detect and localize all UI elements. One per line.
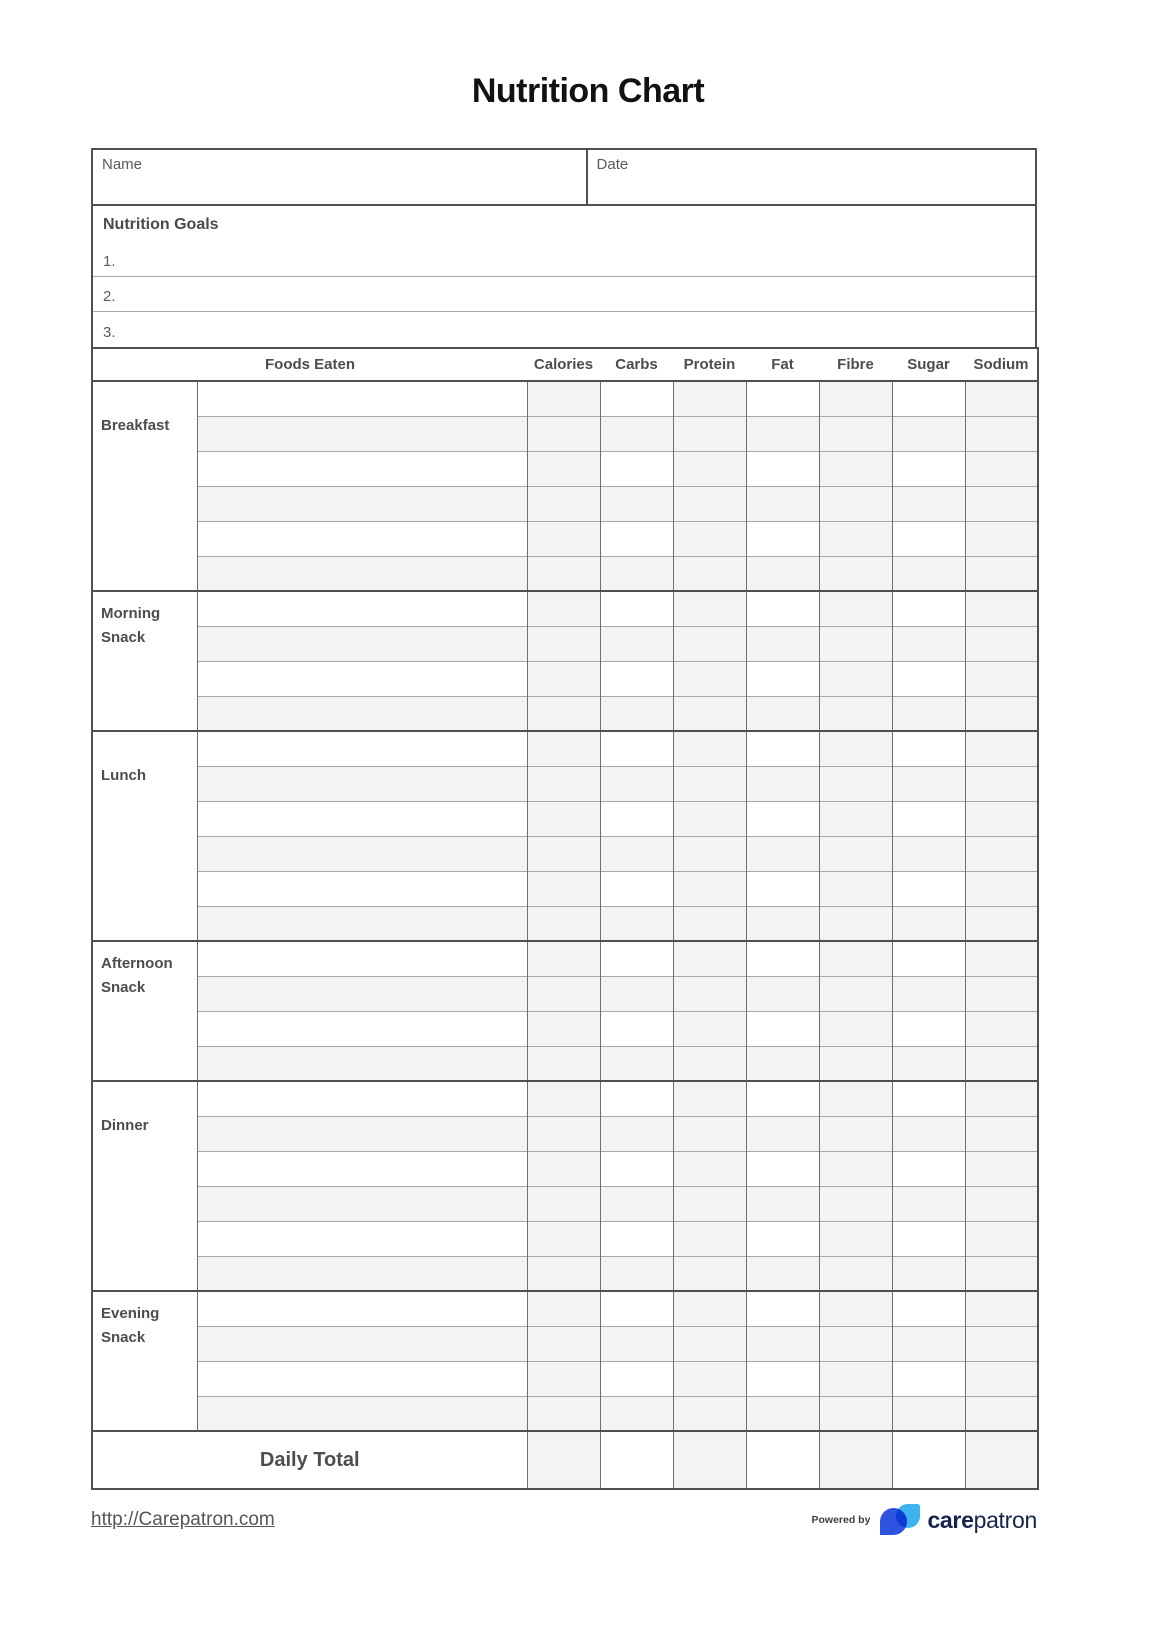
food-entry-cell[interactable]: [197, 591, 527, 626]
food-entry-cell[interactable]: [197, 1046, 527, 1081]
calories-cell[interactable]: [527, 1291, 600, 1326]
fibre-cell[interactable]: [819, 1326, 892, 1361]
sugar-cell[interactable]: [892, 1116, 965, 1151]
fat-cell[interactable]: [746, 1291, 819, 1326]
sugar-cell[interactable]: [892, 976, 965, 1011]
fat-cell[interactable]: [746, 766, 819, 801]
carbs-cell[interactable]: [600, 381, 673, 416]
carbs-cell[interactable]: [600, 731, 673, 766]
sugar-cell[interactable]: [892, 521, 965, 556]
sodium-cell[interactable]: [965, 976, 1038, 1011]
sugar-cell[interactable]: [892, 381, 965, 416]
goal-line-3[interactable]: [93, 312, 1035, 347]
protein-cell[interactable]: [673, 1011, 746, 1046]
protein-header: Protein: [683, 356, 736, 373]
brand-group: [812, 1503, 1038, 1537]
food-entry-cell[interactable]: [197, 1186, 527, 1221]
food-entry-cell[interactable]: [197, 696, 527, 731]
fat-cell[interactable]: [746, 1326, 819, 1361]
fat-cell[interactable]: [746, 486, 819, 521]
protein-cell[interactable]: [673, 1116, 746, 1151]
fat-cell[interactable]: [746, 871, 819, 906]
protein-cell[interactable]: [673, 1326, 746, 1361]
protein-cell[interactable]: [673, 976, 746, 1011]
food-entry-cell[interactable]: [197, 451, 527, 486]
carbs-cell[interactable]: [600, 451, 673, 486]
sugar-cell[interactable]: [892, 871, 965, 906]
wordmark-patron: patron: [973, 1506, 1037, 1533]
protein-cell[interactable]: [673, 556, 746, 591]
fat-cell[interactable]: [746, 1011, 819, 1046]
sugar-cell[interactable]: [892, 1396, 965, 1431]
protein-cell[interactable]: [673, 591, 746, 626]
food-entry-cell[interactable]: [197, 801, 527, 836]
calories-cell[interactable]: [527, 906, 600, 941]
sodium-cell[interactable]: [965, 626, 1038, 661]
sodium-cell[interactable]: [965, 1011, 1038, 1046]
protein-cell[interactable]: [673, 941, 746, 976]
nutrition-form: [91, 148, 1037, 1537]
sodium-cell[interactable]: [965, 451, 1038, 486]
fibre-cell[interactable]: [819, 381, 892, 416]
fat-cell[interactable]: [746, 661, 819, 696]
food-entry-cell[interactable]: [197, 941, 527, 976]
meal-label-line: Snack: [101, 629, 146, 646]
carbs-cell[interactable]: [600, 941, 673, 976]
carepatron-link[interactable]: http://Carepatron.com: [91, 1509, 275, 1530]
fat-cell[interactable]: [746, 801, 819, 836]
sugar-cell[interactable]: [892, 696, 965, 731]
carbs-cell[interactable]: [600, 1151, 673, 1186]
fat-cell[interactable]: [746, 696, 819, 731]
calories-cell[interactable]: [527, 871, 600, 906]
protein-cell[interactable]: [673, 1256, 746, 1291]
protein-cell[interactable]: [673, 661, 746, 696]
fibre-cell[interactable]: [819, 451, 892, 486]
sodium-cell[interactable]: [965, 1291, 1038, 1326]
sugar-cell[interactable]: [892, 836, 965, 871]
protein-cell[interactable]: [673, 1291, 746, 1326]
food-entry-cell[interactable]: [197, 1361, 527, 1396]
fat-cell[interactable]: [746, 381, 819, 416]
food-entry-cell[interactable]: [197, 836, 527, 871]
carbs-cell[interactable]: [600, 1396, 673, 1431]
fat-cell[interactable]: [746, 941, 819, 976]
meal-label-lunch: [92, 731, 197, 941]
meal-label-line: Morning: [101, 605, 161, 622]
sugar-cell[interactable]: [892, 1326, 965, 1361]
carbs-cell[interactable]: [600, 556, 673, 591]
carbs-cell[interactable]: [600, 906, 673, 941]
sodium-cell[interactable]: [965, 521, 1038, 556]
fibre-cell[interactable]: [819, 1291, 892, 1326]
food-entry-cell[interactable]: [197, 1116, 527, 1151]
fat-cell[interactable]: [746, 731, 819, 766]
sodium-cell[interactable]: [965, 1256, 1038, 1291]
sugar-cell[interactable]: [892, 1046, 965, 1081]
sugar-cell[interactable]: [892, 1081, 965, 1116]
fibre-cell[interactable]: [819, 801, 892, 836]
fat-cell[interactable]: [746, 626, 819, 661]
fibre-cell[interactable]: [819, 1186, 892, 1221]
carbs-cell[interactable]: [600, 1361, 673, 1396]
wordmark-care: care: [927, 1506, 974, 1533]
food-entry-cell[interactable]: [197, 1326, 527, 1361]
sodium-header: Sodium: [973, 356, 1029, 373]
fibre-cell[interactable]: [819, 416, 892, 451]
fibre-cell[interactable]: [819, 486, 892, 521]
food-entry-cell[interactable]: [197, 1151, 527, 1186]
carbs-cell[interactable]: [600, 1116, 673, 1151]
meal-label-breakfast: [92, 381, 197, 591]
food-entry-cell[interactable]: [197, 1081, 527, 1116]
meal-label-afternoon-snack: [92, 941, 197, 1081]
calories-cell[interactable]: [527, 766, 600, 801]
fibre-cell[interactable]: [819, 696, 892, 731]
sugar-cell[interactable]: [892, 1291, 965, 1326]
fat-total-cell[interactable]: [746, 1431, 819, 1489]
fibre-cell[interactable]: [819, 976, 892, 1011]
sodium-cell[interactable]: [965, 871, 1038, 906]
meal-label-evening-snack: [92, 1291, 197, 1431]
sodium-total-cell[interactable]: [965, 1431, 1038, 1489]
sugar-cell[interactable]: [892, 451, 965, 486]
calories-cell[interactable]: [527, 976, 600, 1011]
sugar-cell[interactable]: [892, 556, 965, 591]
fibre-cell[interactable]: [819, 1081, 892, 1116]
carbs-cell[interactable]: [600, 1326, 673, 1361]
carbs-cell[interactable]: [600, 696, 673, 731]
fibre-cell[interactable]: [819, 1011, 892, 1046]
sodium-cell[interactable]: [965, 1116, 1038, 1151]
fat-cell[interactable]: [746, 836, 819, 871]
sodium-cell[interactable]: [965, 1081, 1038, 1116]
sugar-cell[interactable]: [892, 486, 965, 521]
sodium-cell[interactable]: [965, 1046, 1038, 1081]
nutrition-goals-box: [91, 204, 1037, 349]
sodium-cell[interactable]: [965, 1151, 1038, 1186]
sugar-cell[interactable]: [892, 801, 965, 836]
food-entry-cell[interactable]: [197, 381, 527, 416]
carbs-cell[interactable]: [600, 1221, 673, 1256]
sodium-cell[interactable]: [965, 1396, 1038, 1431]
meal-label-line: Dinner: [101, 1117, 149, 1134]
sodium-cell[interactable]: [965, 381, 1038, 416]
sugar-cell[interactable]: [892, 941, 965, 976]
carbs-cell[interactable]: [600, 766, 673, 801]
food-entry-cell[interactable]: [197, 1256, 527, 1291]
protein-cell[interactable]: [673, 1361, 746, 1396]
sugar-header: Sugar: [907, 356, 950, 373]
logo-right-bubble: [896, 1504, 920, 1528]
fibre-cell[interactable]: [819, 1361, 892, 1396]
fibre-cell[interactable]: [819, 1221, 892, 1256]
calories-cell[interactable]: [527, 626, 600, 661]
protein-cell[interactable]: [673, 801, 746, 836]
meal-label-morning-snack: [92, 591, 197, 731]
goal-number-1: 1.: [103, 253, 116, 270]
fibre-cell[interactable]: [819, 521, 892, 556]
fibre-cell[interactable]: [819, 941, 892, 976]
sugar-cell[interactable]: [892, 1256, 965, 1291]
calories-cell[interactable]: [527, 416, 600, 451]
fat-cell[interactable]: [746, 556, 819, 591]
protein-cell[interactable]: [673, 766, 746, 801]
goal-number-2: 2.: [103, 288, 116, 305]
carbs-cell[interactable]: [600, 661, 673, 696]
sodium-cell[interactable]: [965, 836, 1038, 871]
fat-cell[interactable]: [746, 1116, 819, 1151]
protein-cell[interactable]: [673, 416, 746, 451]
footer: [91, 1503, 1037, 1537]
carepatron-wordmark: [927, 1507, 1037, 1534]
sodium-cell[interactable]: [965, 486, 1038, 521]
carbs-cell[interactable]: [600, 976, 673, 1011]
protein-total-cell[interactable]: [673, 1431, 746, 1489]
protein-cell[interactable]: [673, 1396, 746, 1431]
food-entry-cell[interactable]: [197, 766, 527, 801]
sodium-cell[interactable]: [965, 731, 1038, 766]
fat-cell[interactable]: [746, 1221, 819, 1256]
sugar-cell[interactable]: [892, 906, 965, 941]
sugar-cell[interactable]: [892, 1011, 965, 1046]
sugar-cell[interactable]: [892, 1186, 965, 1221]
sugar-cell[interactable]: [892, 766, 965, 801]
sodium-cell[interactable]: [965, 1221, 1038, 1256]
date-field[interactable]: [588, 150, 1035, 204]
carepatron-logo-icon: [880, 1503, 921, 1537]
calories-cell[interactable]: [527, 1221, 600, 1256]
fat-cell[interactable]: [746, 416, 819, 451]
protein-cell[interactable]: [673, 871, 746, 906]
name-date-row: [91, 148, 1037, 206]
fibre-cell[interactable]: [819, 906, 892, 941]
fat-cell[interactable]: [746, 451, 819, 486]
calories-cell[interactable]: [527, 1186, 600, 1221]
meal-label-line: Lunch: [101, 767, 146, 784]
meal-label-line: Breakfast: [101, 417, 170, 434]
carbs-cell[interactable]: [600, 626, 673, 661]
calories-cell[interactable]: [527, 941, 600, 976]
sugar-total-cell[interactable]: [892, 1431, 965, 1489]
protein-cell[interactable]: [673, 626, 746, 661]
calories-cell[interactable]: [527, 1256, 600, 1291]
fat-cell[interactable]: [746, 521, 819, 556]
sugar-cell[interactable]: [892, 1221, 965, 1256]
goal-line-2[interactable]: [93, 277, 1035, 312]
carbs-cell[interactable]: [600, 1291, 673, 1326]
sodium-cell[interactable]: [965, 941, 1038, 976]
calories-cell[interactable]: [527, 1011, 600, 1046]
food-entry-cell[interactable]: [197, 626, 527, 661]
sugar-cell[interactable]: [892, 731, 965, 766]
fat-cell[interactable]: [746, 906, 819, 941]
sodium-cell[interactable]: [965, 556, 1038, 591]
carbs-cell[interactable]: [600, 521, 673, 556]
food-entry-cell[interactable]: [197, 1011, 527, 1046]
calories-cell[interactable]: [527, 696, 600, 731]
sodium-cell[interactable]: [965, 591, 1038, 626]
fat-cell[interactable]: [746, 1186, 819, 1221]
carbs-cell[interactable]: [600, 591, 673, 626]
sodium-cell[interactable]: [965, 1326, 1038, 1361]
goal-line-1[interactable]: [93, 242, 1035, 277]
calories-cell[interactable]: [527, 381, 600, 416]
carbs-total-cell[interactable]: [600, 1431, 673, 1489]
calories-cell[interactable]: [527, 801, 600, 836]
fibre-cell[interactable]: [819, 836, 892, 871]
calories-cell[interactable]: [527, 1326, 600, 1361]
protein-cell[interactable]: [673, 486, 746, 521]
food-entry-cell[interactable]: [197, 976, 527, 1011]
fibre-header: Fibre: [837, 356, 874, 373]
carbs-cell[interactable]: [600, 486, 673, 521]
protein-cell[interactable]: [673, 521, 746, 556]
calories-header: Calories: [533, 356, 594, 373]
sugar-cell[interactable]: [892, 1361, 965, 1396]
sugar-cell[interactable]: [892, 661, 965, 696]
carbs-cell[interactable]: [600, 1256, 673, 1291]
name-label: Name: [102, 156, 143, 173]
calories-cell[interactable]: [527, 1081, 600, 1116]
food-entry-cell[interactable]: [197, 731, 527, 766]
fibre-total-cell[interactable]: [819, 1431, 892, 1489]
powered-by-label: Powered by: [811, 1514, 871, 1526]
protein-cell[interactable]: [673, 1081, 746, 1116]
food-entry-cell[interactable]: [197, 521, 527, 556]
fat-cell[interactable]: [746, 1256, 819, 1291]
calories-cell[interactable]: [527, 521, 600, 556]
carbs-cell[interactable]: [600, 1186, 673, 1221]
fat-cell[interactable]: [746, 1151, 819, 1186]
sodium-cell[interactable]: [965, 801, 1038, 836]
sodium-cell[interactable]: [965, 906, 1038, 941]
food-entry-cell[interactable]: [197, 1396, 527, 1431]
fat-cell[interactable]: [746, 1396, 819, 1431]
protein-cell[interactable]: [673, 1186, 746, 1221]
fat-cell[interactable]: [746, 976, 819, 1011]
food-entry-cell[interactable]: [197, 661, 527, 696]
calories-cell[interactable]: [527, 1046, 600, 1081]
carbs-cell[interactable]: [600, 1046, 673, 1081]
date-label: Date: [596, 156, 629, 173]
fat-cell[interactable]: [746, 1081, 819, 1116]
calories-cell[interactable]: [527, 486, 600, 521]
protein-cell[interactable]: [673, 731, 746, 766]
fibre-cell[interactable]: [819, 591, 892, 626]
fibre-cell[interactable]: [819, 1046, 892, 1081]
sodium-cell[interactable]: [965, 1361, 1038, 1396]
food-entry-cell[interactable]: [197, 1221, 527, 1256]
protein-cell[interactable]: [673, 696, 746, 731]
fat-cell[interactable]: [746, 1361, 819, 1396]
calories-cell[interactable]: [527, 591, 600, 626]
calories-cell[interactable]: [527, 1396, 600, 1431]
protein-cell[interactable]: [673, 906, 746, 941]
calories-cell[interactable]: [527, 556, 600, 591]
carbs-cell[interactable]: [600, 1081, 673, 1116]
calories-cell[interactable]: [527, 836, 600, 871]
protein-cell[interactable]: [673, 1151, 746, 1186]
sodium-cell[interactable]: [965, 661, 1038, 696]
carbs-cell[interactable]: [600, 416, 673, 451]
fibre-cell[interactable]: [819, 1116, 892, 1151]
carbs-header: Carbs: [615, 356, 658, 373]
protein-cell[interactable]: [673, 1046, 746, 1081]
sodium-cell[interactable]: [965, 766, 1038, 801]
goal-number-3: 3.: [103, 324, 116, 341]
calories-total-cell[interactable]: [527, 1431, 600, 1489]
fat-cell[interactable]: [746, 591, 819, 626]
food-entry-cell[interactable]: [197, 906, 527, 941]
nutrition-table: [91, 347, 1039, 1490]
meal-label-line: Evening: [101, 1305, 160, 1322]
food-entry-cell[interactable]: [197, 1291, 527, 1326]
fibre-cell[interactable]: [819, 1151, 892, 1186]
fibre-cell[interactable]: [819, 1256, 892, 1291]
food-entry-cell[interactable]: [197, 556, 527, 591]
carbs-cell[interactable]: [600, 836, 673, 871]
daily-total-label: Daily Total: [92, 1431, 527, 1489]
sugar-cell[interactable]: [892, 416, 965, 451]
calories-cell[interactable]: [527, 451, 600, 486]
calories-cell[interactable]: [527, 1151, 600, 1186]
calories-cell[interactable]: [527, 1361, 600, 1396]
sugar-cell[interactable]: [892, 626, 965, 661]
sugar-cell[interactable]: [892, 1151, 965, 1186]
meal-label-line: Snack: [101, 979, 146, 996]
name-field[interactable]: [93, 150, 588, 204]
sodium-cell[interactable]: [965, 696, 1038, 731]
fibre-cell[interactable]: [819, 731, 892, 766]
protein-cell[interactable]: [673, 1221, 746, 1256]
protein-cell[interactable]: [673, 381, 746, 416]
page-title: Nutrition Chart: [471, 72, 705, 110]
meal-label-line: Afternoon: [101, 955, 173, 972]
fibre-cell[interactable]: [819, 626, 892, 661]
carbs-cell[interactable]: [600, 871, 673, 906]
fibre-cell[interactable]: [819, 661, 892, 696]
sodium-cell[interactable]: [965, 1186, 1038, 1221]
protein-cell[interactable]: [673, 836, 746, 871]
food-entry-cell[interactable]: [197, 416, 527, 451]
fat-header: Fat: [771, 356, 794, 373]
foods-eaten-header: Foods Eaten: [265, 356, 356, 373]
meal-label-dinner: [92, 1081, 197, 1291]
nutrition-goals-heading: Nutrition Goals: [103, 216, 219, 233]
fibre-cell[interactable]: [819, 1396, 892, 1431]
sodium-cell[interactable]: [965, 416, 1038, 451]
sugar-cell[interactable]: [892, 591, 965, 626]
protein-cell[interactable]: [673, 451, 746, 486]
fat-cell[interactable]: [746, 1046, 819, 1081]
fibre-cell[interactable]: [819, 871, 892, 906]
calories-cell[interactable]: [527, 731, 600, 766]
carbs-cell[interactable]: [600, 801, 673, 836]
meal-label-line: Snack: [101, 1329, 146, 1346]
fibre-cell[interactable]: [819, 556, 892, 591]
fibre-cell[interactable]: [819, 766, 892, 801]
calories-cell[interactable]: [527, 661, 600, 696]
carbs-cell[interactable]: [600, 1011, 673, 1046]
food-entry-cell[interactable]: [197, 486, 527, 521]
calories-cell[interactable]: [527, 1116, 600, 1151]
food-entry-cell[interactable]: [197, 871, 527, 906]
